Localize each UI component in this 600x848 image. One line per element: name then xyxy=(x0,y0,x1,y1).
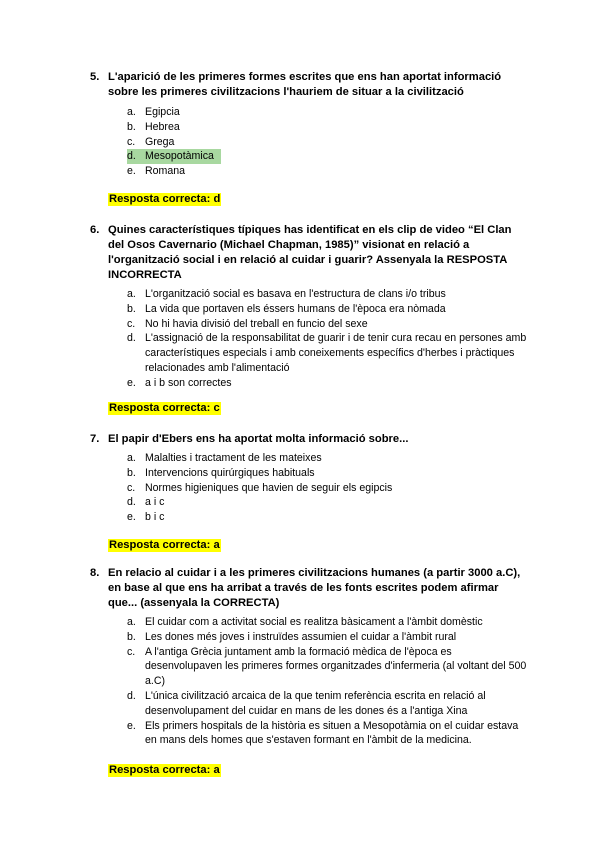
option-c xyxy=(127,481,530,496)
correct-answer-6: Resposta correcta: c xyxy=(109,402,220,414)
option-a xyxy=(127,105,530,120)
options-list xyxy=(127,105,530,179)
option-letter: d. xyxy=(127,689,136,702)
question-number: 5. xyxy=(90,71,100,83)
option-e xyxy=(127,510,530,525)
option-text: Els primers hospitals de la història es situen a Mesopotàmia on el cuidar estava en mans dels homes que s'estaven formant en l'àmbit de la medicina. xyxy=(145,719,519,747)
question-text: El papir d'Ebers ens ha aportat molta informació sobre... xyxy=(108,433,409,445)
question-heading xyxy=(90,566,530,611)
option-text: Egipcia xyxy=(145,106,180,118)
options-list xyxy=(127,615,530,748)
option-letter: b. xyxy=(127,630,136,643)
option-letter: b. xyxy=(127,302,136,315)
option-e xyxy=(127,719,530,749)
option-letter: a. xyxy=(127,288,136,300)
option-a xyxy=(127,287,530,302)
option-letter: d. xyxy=(127,150,136,163)
option-text: a i b son correctes xyxy=(145,376,232,389)
option-text: El cuidar com a activitat social es realitza bàsicament a l'àmbit domèstic xyxy=(145,616,483,628)
option-text: La vida que portaven els éssers humans de l'època era nòmada xyxy=(145,302,446,315)
option-d-highlighted xyxy=(127,149,221,164)
option-text: Malalties i tractament de les mateixes xyxy=(145,452,322,464)
option-letter: e. xyxy=(127,376,136,389)
option-b xyxy=(127,302,530,317)
option-d xyxy=(127,331,530,375)
question-text: Quines característiques típiques has identificat en els clip de video “El Clan del Osos Cavernario (Michael Chapman, 1985)” visionat en relació a l'organització social i en relació al cuidar i guarir? Assenyala la RESPOSTA INCORRECTA xyxy=(108,224,512,281)
question-heading xyxy=(90,223,530,283)
option-text: Grega xyxy=(145,135,175,148)
correct-answer-8: Resposta correcta: a xyxy=(109,764,220,776)
question-text: En relacio al cuidar i a les primeres civilitzacions humanes (a partir 3000 a.C), en base al que ens ha arribat a través de les fonts escrites podem afirmar que... (assenyala la CORRECTA) xyxy=(108,567,521,609)
option-text: No hi havia divisió del treball en funcio del sexe xyxy=(145,317,368,330)
options-list xyxy=(127,451,530,525)
option-e xyxy=(127,376,530,391)
option-b xyxy=(127,630,530,645)
option-text: Intervencions quirúrgiques habituals xyxy=(145,466,315,479)
option-letter: e. xyxy=(127,719,136,732)
options-list xyxy=(127,287,530,391)
option-text: Normes higieniques que havien de seguir els egipcis xyxy=(145,481,393,494)
option-letter: a. xyxy=(127,106,136,118)
option-text: A l'antiga Grècia juntament amb la formació mèdica de l'època es desenvolupaven les primeres formes organitzades d'infermeria (al voltant del 500 a.C) xyxy=(145,645,527,688)
option-letter: b. xyxy=(127,466,136,479)
option-letter: d. xyxy=(127,332,136,345)
option-d xyxy=(127,689,530,719)
correct-answer-7: Resposta correcta: a xyxy=(109,539,220,551)
option-letter: b. xyxy=(127,120,136,133)
option-text: Romana xyxy=(145,165,186,178)
option-b xyxy=(127,466,530,481)
option-text: b i c xyxy=(145,511,165,524)
option-text: Les dones més joves i instruïdes assumien el cuidar a l'àmbit rural xyxy=(145,630,457,643)
question-heading xyxy=(90,70,530,100)
option-text: Mesopotàmica xyxy=(145,150,214,163)
option-e xyxy=(127,164,530,179)
question-6 xyxy=(90,223,530,391)
option-letter: d. xyxy=(127,496,136,509)
question-number: 7. xyxy=(90,433,100,445)
option-letter: a. xyxy=(127,452,136,464)
option-text: a i c xyxy=(145,496,165,509)
option-letter: c. xyxy=(127,135,136,148)
option-b xyxy=(127,120,530,135)
option-text: L'assignació de la responsabilitat de guarir i de tenir cura recau en persones amb característiques especials i amb coneixements específics d'herbes i pràctiques relacionades amb l'alimentació xyxy=(145,332,527,374)
question-text: L'aparició de les primeres formes escrites que ens han aportat informació sobre les primeres civilitzacions l'hauriem de situar a la civilització xyxy=(108,71,502,98)
option-letter: c. xyxy=(127,481,136,494)
option-c xyxy=(127,135,530,150)
option-text: L'única civilització arcaica de la que tenim referència escrita en relació al desenvolupament del cuidar en mans de les dones és a l'antiga Xina xyxy=(145,689,486,717)
option-a xyxy=(127,615,530,630)
option-text: Hebrea xyxy=(145,120,180,133)
correct-answer-5: Resposta correcta: d xyxy=(109,193,221,205)
option-a xyxy=(127,451,530,466)
option-d xyxy=(127,495,530,510)
option-letter: c. xyxy=(127,317,136,330)
option-text: L'organització social es basava en l'estructura de clans i/o tribus xyxy=(145,288,446,300)
question-7 xyxy=(90,432,530,525)
question-number: 6. xyxy=(90,224,100,236)
option-c xyxy=(127,645,530,689)
option-letter: a. xyxy=(127,616,136,628)
question-heading xyxy=(90,432,530,447)
option-c xyxy=(127,317,530,332)
option-letter: e. xyxy=(127,165,136,178)
question-number: 8. xyxy=(90,567,100,579)
option-letter: e. xyxy=(127,511,136,524)
option-letter: c. xyxy=(127,645,136,658)
question-5 xyxy=(90,70,530,179)
question-8 xyxy=(90,566,530,748)
